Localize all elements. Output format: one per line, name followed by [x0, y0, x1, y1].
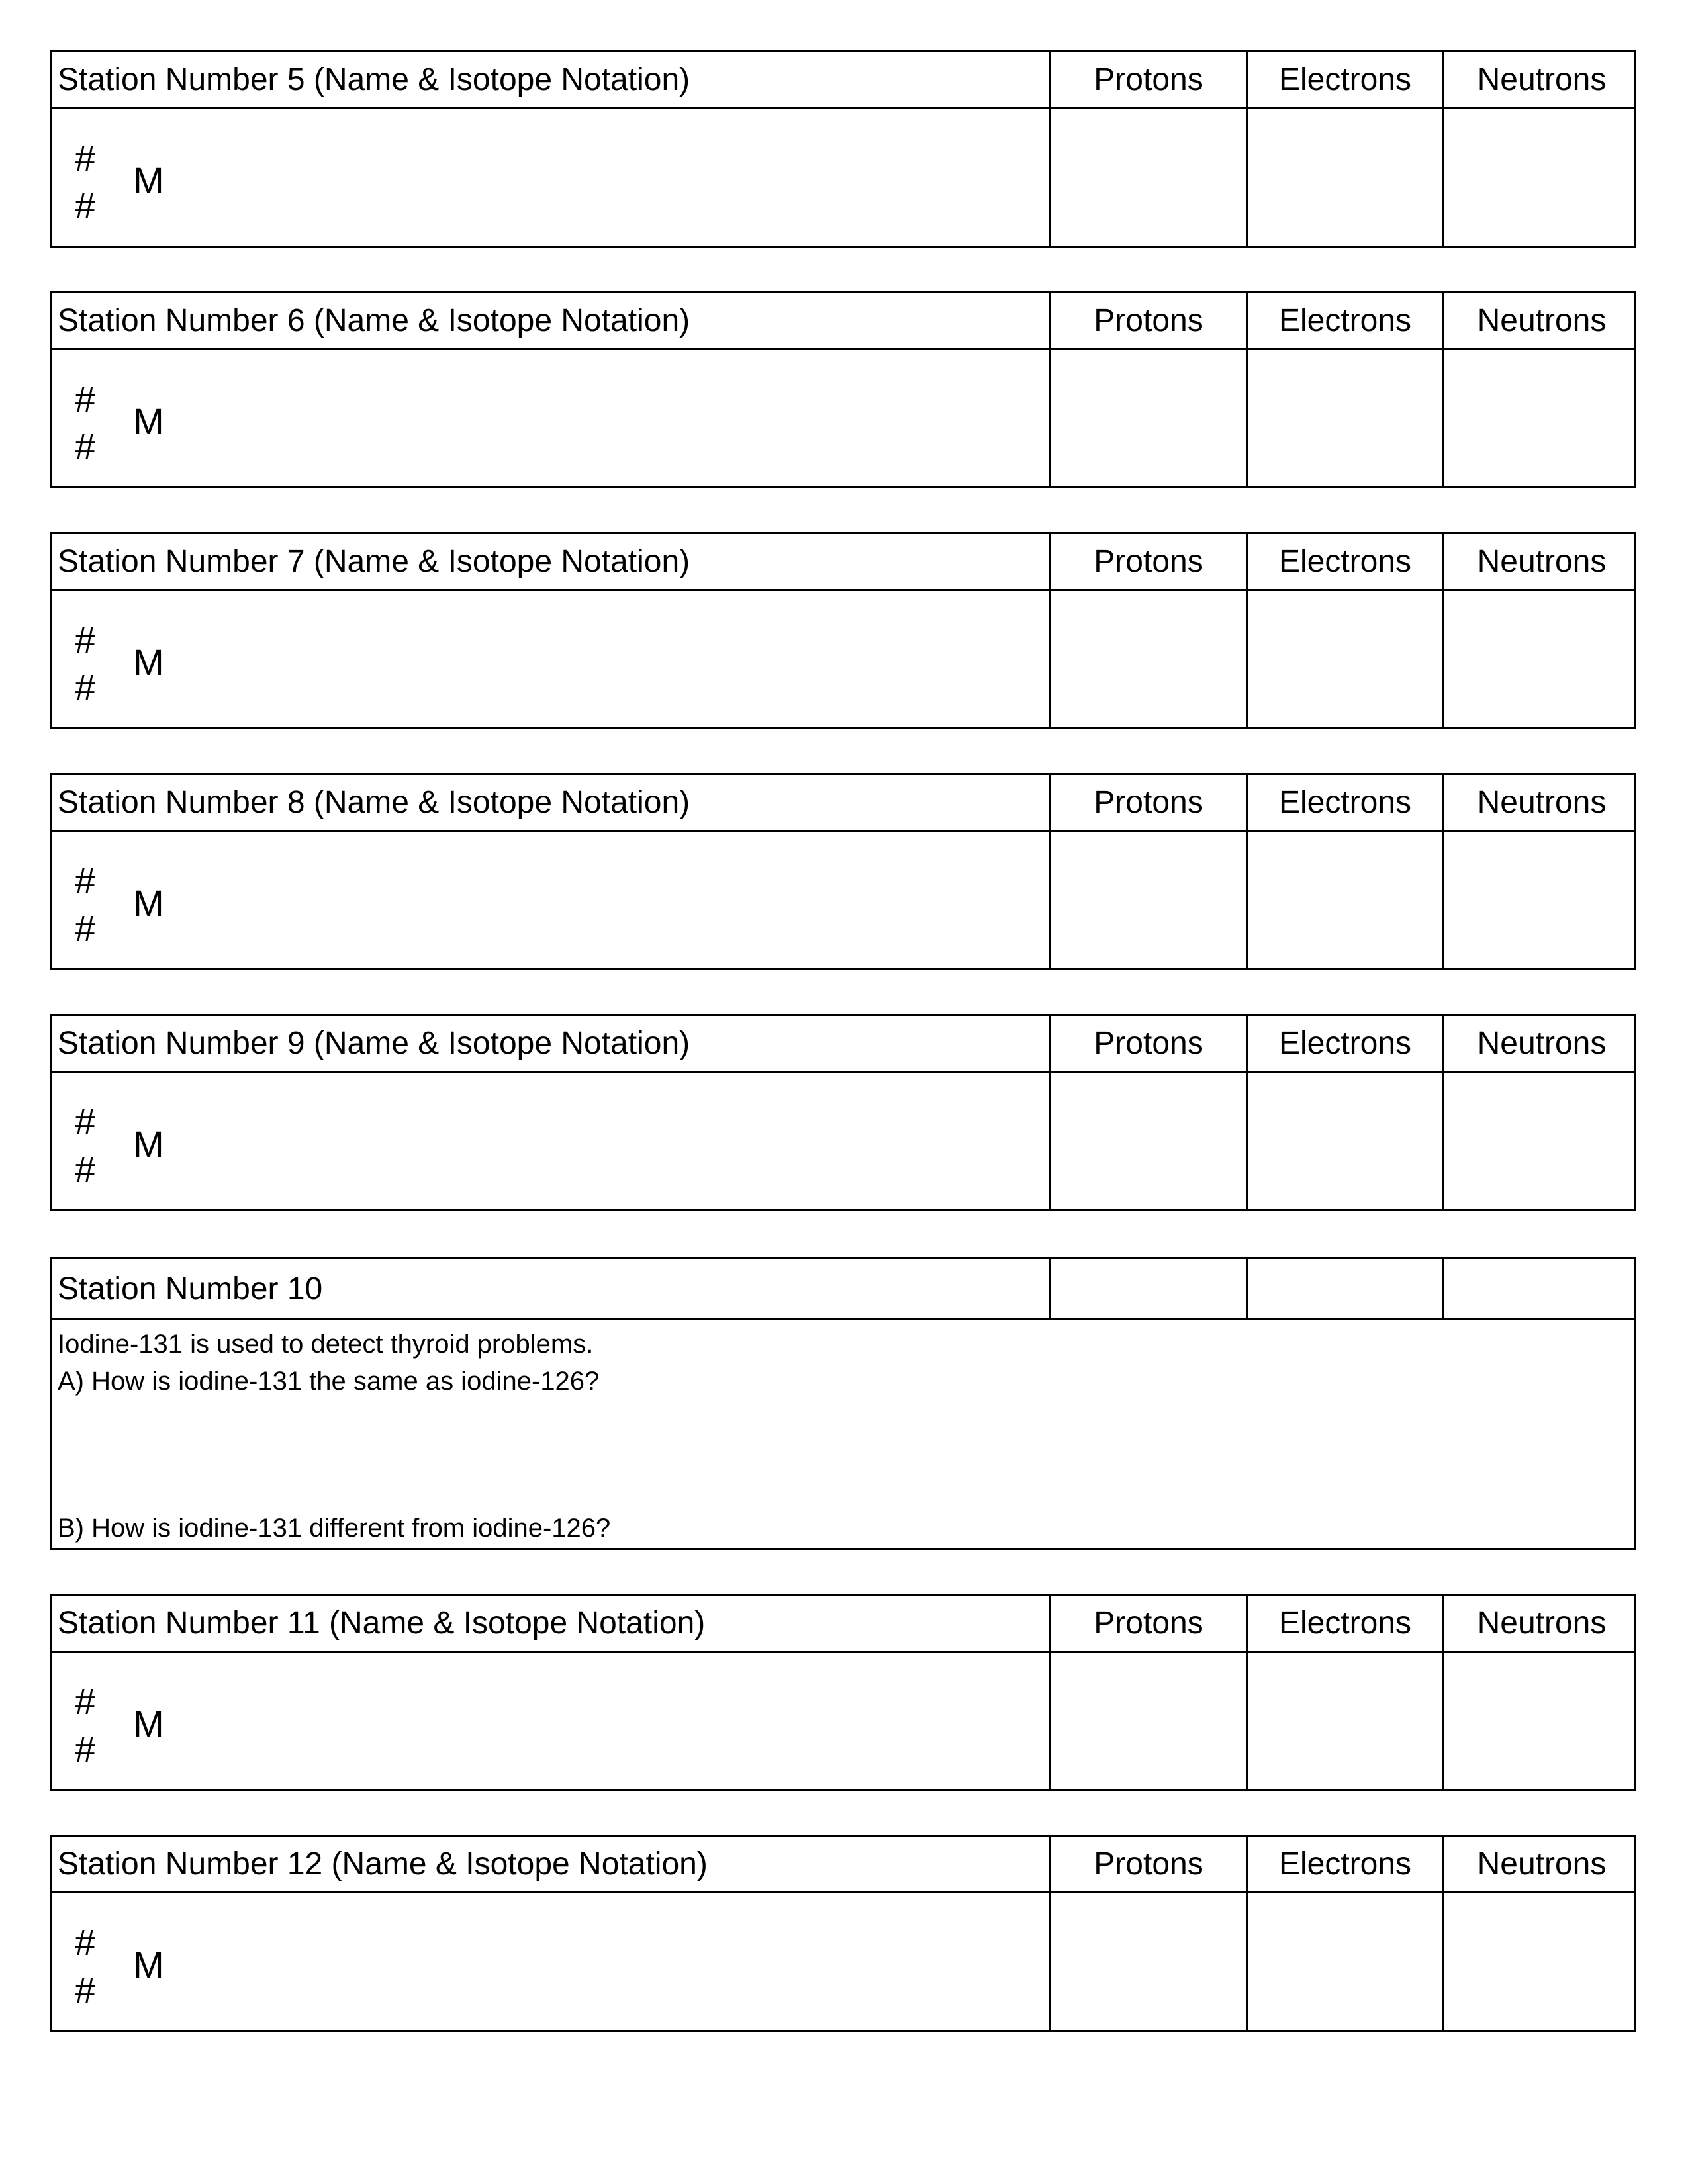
station-title: Station Number 10: [58, 1271, 323, 1306]
protons-header: Protons: [1094, 544, 1203, 579]
isotope-notation-cell[interactable]: [52, 591, 1049, 727]
element-symbol-placeholder: M: [133, 159, 164, 201]
station-title: Station Number 12 (Name & Isotope Notation): [58, 1846, 708, 1882]
mass-number-placeholder: #: [75, 1101, 96, 1142]
station-11-table: [50, 1594, 1636, 1791]
station-9-table: [50, 1014, 1636, 1211]
atomic-number-placeholder: #: [75, 1969, 96, 2011]
station-6-table: [50, 291, 1636, 488]
electrons-answer-cell[interactable]: [1248, 1653, 1442, 1789]
element-symbol-placeholder: M: [133, 1944, 164, 1985]
station-title: Station Number 11 (Name & Isotope Notation): [58, 1606, 706, 1641]
station-header-row: [52, 293, 1634, 350]
mass-number-placeholder: #: [75, 137, 96, 179]
atomic-number-placeholder: #: [75, 1148, 96, 1190]
question-b: B) How is iodine-131 different from iodine-126?: [58, 1514, 611, 1543]
protons-answer-cell[interactable]: [1051, 109, 1246, 246]
electrons-answer-cell[interactable]: [1248, 832, 1442, 968]
station-header-row: [52, 775, 1634, 832]
electrons-answer-cell[interactable]: [1248, 1073, 1442, 1209]
atomic-number-placeholder: #: [75, 666, 96, 708]
neutrons-header: Neutrons: [1477, 544, 1607, 579]
electrons-header: Electrons: [1278, 303, 1412, 338]
neutrons-header: Neutrons: [1477, 62, 1607, 97]
neutrons-answer-cell[interactable]: [1444, 1893, 1639, 2030]
station-title: Station Number 7 (Name & Isotope Notation): [58, 544, 690, 579]
isotope-notation-cell[interactable]: [52, 1073, 1049, 1209]
atomic-number-placeholder: #: [75, 1728, 96, 1770]
electrons-header: Electrons: [1278, 785, 1412, 820]
isotope-notation-cell[interactable]: [52, 350, 1049, 486]
station-8-table: [50, 773, 1636, 970]
station-5-table: [50, 50, 1636, 248]
station-title: Station Number 6 (Name & Isotope Notation): [58, 303, 690, 338]
station-header-row: [52, 1016, 1634, 1073]
protons-answer-cell[interactable]: [1051, 1653, 1246, 1789]
station-10-question-box: [50, 1257, 1636, 1550]
neutrons-answer-cell[interactable]: [1444, 832, 1639, 968]
isotope-notation-cell[interactable]: [52, 109, 1049, 246]
atomic-number-placeholder: #: [75, 907, 96, 949]
protons-answer-cell[interactable]: [1051, 1893, 1246, 2030]
element-symbol-placeholder: M: [133, 1703, 164, 1745]
isotope-notation-cell[interactable]: [52, 1653, 1049, 1789]
electrons-answer-cell[interactable]: [1248, 591, 1442, 727]
protons-answer-cell[interactable]: [1051, 591, 1246, 727]
isotope-notation-cell[interactable]: [52, 832, 1049, 968]
electrons-header: Electrons: [1278, 544, 1412, 579]
station-title: Station Number 5 (Name & Isotope Notation): [58, 62, 690, 97]
protons-header: Protons: [1094, 785, 1203, 820]
mass-number-placeholder: #: [75, 378, 96, 420]
electrons-header: Electrons: [1278, 1606, 1412, 1641]
electrons-answer-cell[interactable]: [1248, 1893, 1442, 2030]
neutrons-answer-cell[interactable]: [1444, 109, 1639, 246]
station-title: Station Number 9 (Name & Isotope Notation): [58, 1026, 690, 1061]
neutrons-header: Neutrons: [1477, 1846, 1607, 1882]
element-symbol-placeholder: M: [133, 641, 164, 683]
protons-answer-cell[interactable]: [1051, 350, 1246, 486]
neutrons-header: Neutrons: [1477, 1026, 1607, 1061]
mass-number-placeholder: #: [75, 619, 96, 660]
mass-number-placeholder: #: [75, 1921, 96, 1963]
element-symbol-placeholder: M: [133, 882, 164, 924]
electrons-header: Electrons: [1278, 62, 1412, 97]
station-title: Station Number 8 (Name & Isotope Notation): [58, 785, 690, 820]
protons-answer-cell[interactable]: [1051, 1073, 1246, 1209]
neutrons-answer-cell[interactable]: [1444, 591, 1639, 727]
neutrons-answer-cell[interactable]: [1444, 1653, 1639, 1789]
protons-header: Protons: [1094, 62, 1203, 97]
station-header-row: [52, 1596, 1634, 1653]
station-7-table: [50, 532, 1636, 729]
mass-number-placeholder: #: [75, 1680, 96, 1722]
atomic-number-placeholder: #: [75, 185, 96, 226]
neutrons-header: Neutrons: [1477, 1606, 1607, 1641]
neutrons-header: Neutrons: [1477, 303, 1607, 338]
protons-header: Protons: [1094, 303, 1203, 338]
electrons-answer-cell[interactable]: [1248, 109, 1442, 246]
station-12-table: [50, 1835, 1636, 2032]
protons-header: Protons: [1094, 1026, 1203, 1061]
protons-answer-cell[interactable]: [1051, 832, 1246, 968]
station-header-row: [52, 534, 1634, 591]
neutrons-answer-cell[interactable]: [1444, 1073, 1639, 1209]
question-intro: Iodine-131 is used to detect thyroid problems.: [58, 1330, 594, 1359]
element-symbol-placeholder: M: [133, 1123, 164, 1165]
question-a: A) How is iodine-131 the same as iodine-126?: [58, 1367, 600, 1396]
electrons-header: Electrons: [1278, 1846, 1412, 1882]
protons-header: Protons: [1094, 1606, 1203, 1641]
mass-number-placeholder: #: [75, 860, 96, 901]
neutrons-header: Neutrons: [1477, 785, 1607, 820]
neutrons-answer-cell[interactable]: [1444, 350, 1639, 486]
atomic-number-placeholder: #: [75, 426, 96, 467]
station-header-row: [52, 52, 1634, 109]
electrons-answer-cell[interactable]: [1248, 350, 1442, 486]
isotope-notation-cell[interactable]: [52, 1893, 1049, 2030]
station-header-row: [52, 1837, 1634, 1893]
station-header-row: [52, 1259, 1634, 1320]
element-symbol-placeholder: M: [133, 400, 164, 442]
protons-header: Protons: [1094, 1846, 1203, 1882]
electrons-header: Electrons: [1278, 1026, 1412, 1061]
